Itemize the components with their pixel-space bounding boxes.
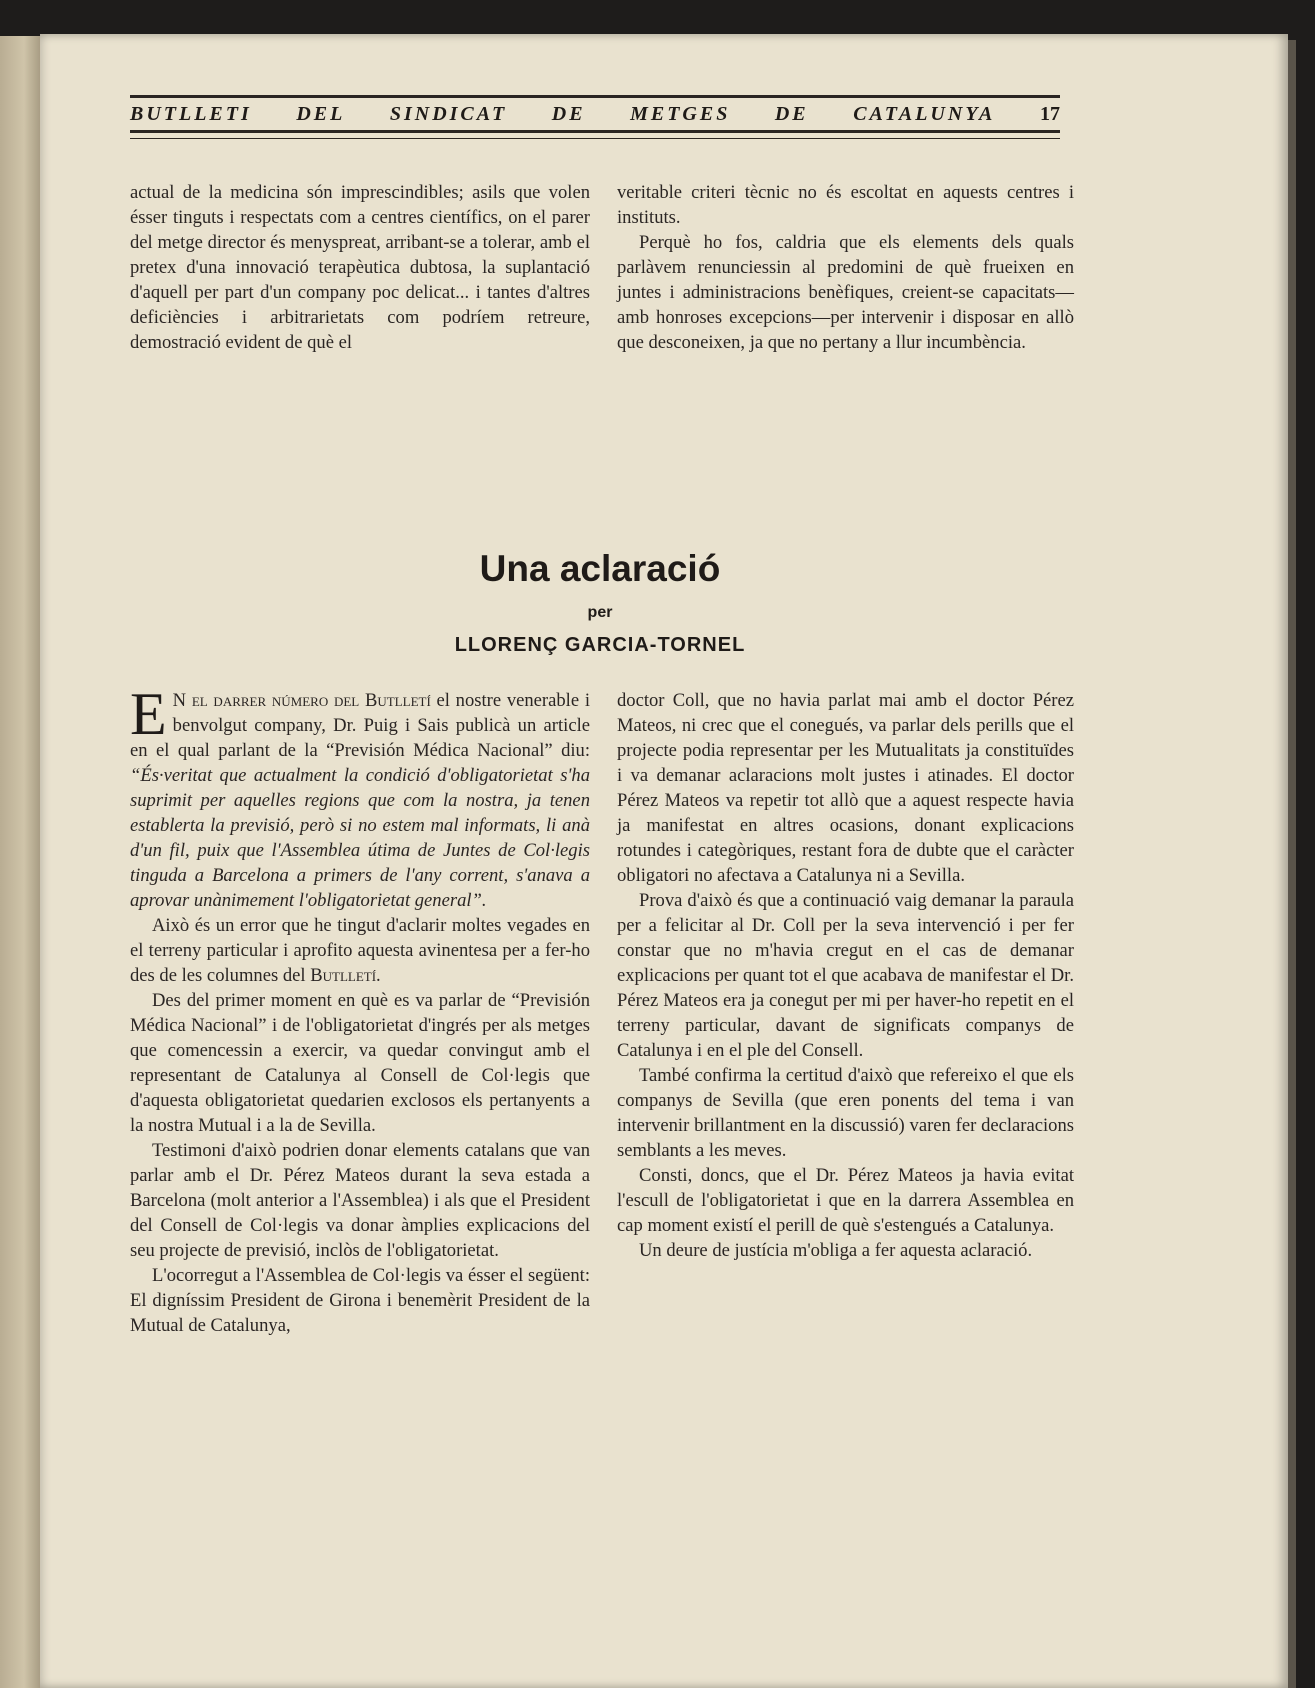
paragraph: Prova d'això és que a continuació vaig demanar la paraula per a felicitar al Dr. Coll per la seva intervenció i per fer constar que no m'havia cregut en el cas de demanar explicacions per quant tot el que acabava de manifestar el Dr. Pérez Mateos era ja conegut per mi per haver-ho repetit en el terreny particular, davant de significats companys de Catalunya i en el ple del Consell.: [617, 890, 1074, 1061]
running-header: [130, 95, 1060, 139]
header-word: BUTLLETI: [130, 103, 252, 125]
paragraph: També confirma la certitud d'això que refereixo el que els companys de Sevilla (que eren ponents del tema i van intervenir brillantment en la discussió) varen fer declaracions semblants a les meves.: [617, 1065, 1074, 1161]
header-rule-bottom-thin: [130, 138, 1060, 139]
page-number: 17: [1039, 103, 1060, 125]
paragraph: [130, 913, 590, 988]
article-left-column: [130, 681, 590, 1338]
article-author: LLORENÇ GARCIA-TORNEL: [454, 634, 746, 656]
quote: “És·veritat que actualment la condició d'obligatorietat s'ha suprimit per aquelles regions que com la nostra, ja tenen establerta la previsió, però si no estem mal informats, li anà d'un fil, puix que l'Assemblea útima de Juntes de Col·legis tinguda a Barcelona a primers de l'any corrent, s'anava a aprovar unànimement l'obligatorietat general”.: [130, 765, 590, 911]
header-word: DEL: [296, 103, 346, 125]
drop-cap: E: [130, 681, 167, 747]
header-word: DE: [551, 103, 586, 125]
header-title: [130, 100, 1060, 128]
butlleti-smallcaps: Butlletí: [364, 690, 431, 711]
paragraph: Des del primer moment en què es va parlar de “Previsión Médica Nacional” i de l'obligatorietat d'ingrés per als metges que comencessin a exercir, va quedar convingut amb el representant de Catalunya al Consell de Col·legis que d'aquesta obligatorietat quedarien exclosos els pertanyents a la nostra Mutual i a la de Sevilla.: [130, 990, 590, 1136]
article-byline-per: per: [587, 604, 613, 621]
header-word: SINDICAT: [389, 103, 508, 125]
butlleti-smallcaps: Butlletí: [310, 965, 377, 986]
header-rule-bottom: [130, 130, 1060, 135]
text-run: Això és un error que he tingut d'aclarir moltes vegades en el terreny particular i aprofito aquesta avinentesa per a fer-ho des de les columnes del: [130, 915, 590, 986]
header-word: METGES: [630, 103, 731, 125]
paragraph: Consti, doncs, que el Dr. Pérez Mateos ja havia evitat l'escull de l'obligatorietat i que en la darrera Assemblea en cap moment existí el perill de què s'estengués a Catalunya.: [617, 1165, 1074, 1236]
header-word: CATALUNYA: [853, 103, 996, 125]
page-edge: [1288, 40, 1296, 1688]
paragraph: veritable criteri tècnic no és escoltat en aquests centres i instituts.: [617, 182, 1074, 228]
text-run: N el darrer número del: [172, 690, 365, 711]
text-run: el nostre venerable i benvolgut company, Dr. Puig i Sais publicà un article en el qual parlant de la “Previsión Médica Nacional” diu:: [130, 690, 590, 761]
paragraph: [130, 681, 590, 913]
paragraph: Perquè ho fos, caldria que els elements dels quals parlàvem renunciessin al predomini de què frueixen en juntes i administracions benèfiques, creient-se capacitats—amb honroses excepcions—per intervenir i disposar en allò que desconeixen, ja que no pertany a llur incumbència.: [617, 232, 1074, 353]
top-right-column: [617, 180, 1074, 355]
previous-page-edge: [0, 36, 40, 1688]
header-word: DE: [774, 103, 809, 125]
paragraph: Testimoni d'això podrien donar elements catalans que van parlar amb el Dr. Pérez Mateos durant la seva estada a Barcelona (molt anterior a l'Assemblea) i als que el President del Consell de Col·legis va donar àmplies explicacions del seu projecte de previsió, inclòs de l'obligatorietat.: [130, 1140, 590, 1261]
article-title: Una aclaració: [479, 548, 721, 589]
top-left-column: [130, 180, 590, 355]
paragraph: doctor Coll, que no havia parlat mai amb el doctor Pérez Mateos, ni crec que el conegués, va parlar dels perills que el projecte podia representar per les Mutualitats ja constituïdes i va demanar aclaracions molt justes i atinades. El doctor Pérez Mateos va repetir tot allò que a aquest respecte havia ja manifestat en altres ocasions, donant explicacions rotundes i categòriques, restant fora de dubte que el caràcter obligatori no afectava a Catalunya ni a Sevilla.: [617, 690, 1074, 886]
paragraph: actual de la medicina són imprescindibles; asils que volen ésser tinguts i respectats com a centres científics, on el parer del metge director és menyspreat, arribant-se a tolerar, amb el pretex d'una innovació terapèutica dubtosa, la suplantació d'aquell per part d'un company poc delicat... i tantes d'altres deficiències i arbitrarietats com podríem retreure, demostració evident de què el: [130, 182, 590, 353]
text-run: .: [376, 965, 381, 986]
paragraph: Un deure de justícia m'obliga a fer aquesta aclaració.: [639, 1240, 1033, 1261]
article-right-column: [617, 688, 1074, 1263]
paragraph: L'ocorregut a l'Assemblea de Col·legis va ésser el següent: El digníssim President de Girona i benemèrit President de la Mutual de Catalunya,: [130, 1265, 590, 1336]
